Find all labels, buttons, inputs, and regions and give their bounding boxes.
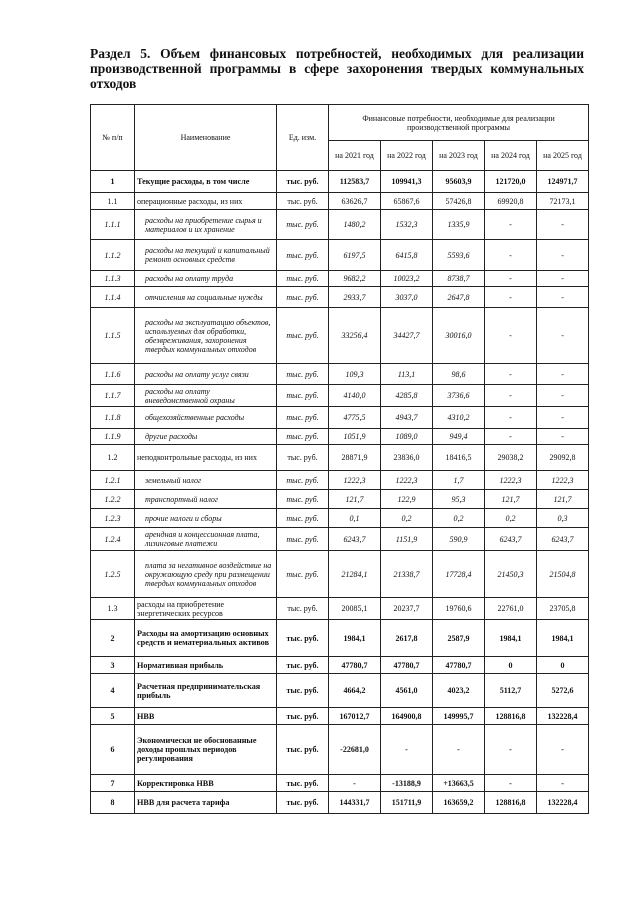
row-unit: тыс. руб. [277,385,329,407]
table-row [91,193,589,210]
row-value: - [537,308,589,364]
row-name: арендная и концессионная плата, лизинговые платежи [135,528,277,551]
row-number: 7 [91,775,135,792]
row-value: 4285,8 [381,385,433,407]
row-value: 5272,6 [537,674,589,708]
header-year: на 2024 год [485,141,537,171]
table-row [91,657,589,674]
row-value: 30016,0 [433,308,485,364]
row-unit: тыс. руб. [277,287,329,308]
row-value: 1,7 [433,471,485,490]
table-row [91,551,589,598]
row-value: 29038,2 [485,445,537,471]
row-value: 132228,4 [537,792,589,814]
row-value: - [485,407,537,429]
row-value: 167012,7 [329,708,381,725]
row-value: 128816,8 [485,708,537,725]
row-value: 2647,8 [433,287,485,308]
table-row [91,429,589,445]
row-value: - [485,775,537,792]
row-name: расходы на оплату услуг связи [135,364,277,385]
row-value: 22761,0 [485,598,537,620]
row-value: 590,9 [433,528,485,551]
table-row [91,509,589,528]
row-number: 2 [91,620,135,657]
row-name: транспортный налог [135,490,277,509]
row-unit: тыс. руб. [277,210,329,240]
row-value: 4943,7 [381,407,433,429]
row-value: 19760,6 [433,598,485,620]
row-unit: тыс. руб. [277,528,329,551]
table-row [91,620,589,657]
row-number: 1.2.2 [91,490,135,509]
row-value: - [537,407,589,429]
row-unit: тыс. руб. [277,364,329,385]
row-number: 5 [91,708,135,725]
row-value: 98,6 [433,364,485,385]
row-value: +13663,5 [433,775,485,792]
header-name: Наименование [135,105,277,171]
row-value: - [485,308,537,364]
row-value: 1984,1 [537,620,589,657]
row-unit: тыс. руб. [277,725,329,775]
row-name: прочие налоги и сборы [135,509,277,528]
row-value: 121,7 [329,490,381,509]
row-number: 1.2.3 [91,509,135,528]
row-value: 122,9 [381,490,433,509]
row-name: неподконтрольные расходы, из них [135,445,277,471]
row-value: -13188,9 [381,775,433,792]
row-value: 21284,1 [329,551,381,598]
row-value: 23705,8 [537,598,589,620]
row-value: 28871,9 [329,445,381,471]
row-unit: тыс. руб. [277,620,329,657]
row-number: 1.1.6 [91,364,135,385]
row-number: 1.1.7 [91,385,135,407]
row-value: 3037,0 [381,287,433,308]
header-year: на 2023 год [433,141,485,171]
row-number: 1.1.2 [91,240,135,271]
row-name: НВВ [135,708,277,725]
row-value: 4023,2 [433,674,485,708]
row-value: 1984,1 [329,620,381,657]
row-value: 1335,9 [433,210,485,240]
row-value: 0,2 [381,509,433,528]
row-value: 21338,7 [381,551,433,598]
row-value: 8738,7 [433,271,485,287]
row-value: 149995,7 [433,708,485,725]
row-value: - [537,287,589,308]
row-value: 4561,0 [381,674,433,708]
row-value: 109,3 [329,364,381,385]
row-number: 1.3 [91,598,135,620]
table-row [91,210,589,240]
row-value: - [485,725,537,775]
section-title: Раздел 5. Объем финансовых потребностей, необходимых для реализации производственной программы в сфере захоронения твердых коммунальных отходов [90,46,584,91]
row-number: 1.2.4 [91,528,135,551]
row-unit: тыс. руб. [277,674,329,708]
row-value: 4664,2 [329,674,381,708]
header-year: на 2022 год [381,141,433,171]
row-value: 2933,7 [329,287,381,308]
row-value: - [485,240,537,271]
row-value: - [537,240,589,271]
row-number: 8 [91,792,135,814]
row-unit: тыс. руб. [277,240,329,271]
row-unit: тыс. руб. [277,598,329,620]
table-row [91,364,589,385]
row-value: - [329,775,381,792]
row-value: 0,2 [433,509,485,528]
row-value: 9682,2 [329,271,381,287]
row-value: 2617,8 [381,620,433,657]
row-unit: тыс. руб. [277,490,329,509]
row-value: - [485,271,537,287]
row-number: 4 [91,674,135,708]
row-value: - [381,725,433,775]
row-number: 1.1.9 [91,429,135,445]
row-name: другие расходы [135,429,277,445]
row-value: 63626,7 [329,193,381,210]
row-number: 1.1.5 [91,308,135,364]
row-name: Расчетная предпринимательская прибыль [135,674,277,708]
row-name: Расходы на амортизацию основных средств и нематериальных активов [135,620,277,657]
table-row [91,471,589,490]
table-row [91,598,589,620]
row-unit: тыс. руб. [277,471,329,490]
row-value: - [485,429,537,445]
row-value: 95,3 [433,490,485,509]
row-name: Текущие расходы, в том числе [135,171,277,193]
row-value: 34427,7 [381,308,433,364]
row-value: 4775,5 [329,407,381,429]
table-row [91,674,589,708]
table-row [91,287,589,308]
row-unit: тыс. руб. [277,171,329,193]
row-value: - [537,271,589,287]
row-value: - [485,364,537,385]
row-number: 1.1 [91,193,135,210]
header-year: на 2025 год [537,141,589,171]
row-value: - [433,725,485,775]
row-value: 17728,4 [433,551,485,598]
row-value: 18416,5 [433,445,485,471]
row-value: 6243,7 [329,528,381,551]
row-value: 4140,0 [329,385,381,407]
row-value: 113,1 [381,364,433,385]
table-row [91,490,589,509]
row-number: 1.1.3 [91,271,135,287]
row-unit: тыс. руб. [277,551,329,598]
row-value: 151711,9 [381,792,433,814]
header-unit: Ед. изм. [277,105,329,171]
row-value: 132228,4 [537,708,589,725]
row-value: 949,4 [433,429,485,445]
row-value: 5593,6 [433,240,485,271]
row-name: Экономически не обоснованные доходы прошлых периодов регулирования [135,725,277,775]
row-name: Нормативная прибыль [135,657,277,674]
row-value: - [537,385,589,407]
row-value: - [537,429,589,445]
row-value: - [537,775,589,792]
header-group: Финансовые потребности, необходимые для реализации производственной программы [329,105,589,141]
row-value: 72173,1 [537,193,589,210]
row-value: - [537,210,589,240]
table-row [91,528,589,551]
row-value: 1089,0 [381,429,433,445]
row-number: 3 [91,657,135,674]
row-unit: тыс. руб. [277,429,329,445]
row-name: земельный налог [135,471,277,490]
table-body [91,171,589,814]
row-value: 47780,7 [433,657,485,674]
row-value: 164900,8 [381,708,433,725]
row-value: 95603,9 [433,171,485,193]
row-value: 3736,6 [433,385,485,407]
row-value: 1051,9 [329,429,381,445]
table-row [91,725,589,775]
row-name: расходы на приобретение сырья и материалов и их хранение [135,210,277,240]
row-unit: тыс. руб. [277,308,329,364]
row-number: 1.1.8 [91,407,135,429]
row-value: 0,2 [485,509,537,528]
table-row [91,407,589,429]
row-value: 6243,7 [537,528,589,551]
row-value: 163659,2 [433,792,485,814]
row-value: - [485,210,537,240]
financial-needs-table [90,104,589,814]
row-value: 20085,1 [329,598,381,620]
row-unit: тыс. руб. [277,407,329,429]
row-unit: тыс. руб. [277,445,329,471]
row-number: 1.1.4 [91,287,135,308]
table-row [91,445,589,471]
row-name: НВВ для расчета тарифа [135,792,277,814]
row-value: 0,1 [329,509,381,528]
row-value: 6243,7 [485,528,537,551]
row-unit: тыс. руб. [277,775,329,792]
row-value: 112583,7 [329,171,381,193]
row-value: 6415,8 [381,240,433,271]
row-name: операционные расходы, из них [135,193,277,210]
header-year: на 2021 год [329,141,381,171]
row-value: - [485,287,537,308]
row-name: расходы на приобретение энергетических ресурсов [135,598,277,620]
row-value: 5112,7 [485,674,537,708]
table-row [91,708,589,725]
row-value: 144331,7 [329,792,381,814]
row-number: 6 [91,725,135,775]
row-value: 1222,3 [381,471,433,490]
row-value: 65867,6 [381,193,433,210]
row-value: 0 [537,657,589,674]
row-value: 20237,7 [381,598,433,620]
row-value: 29092,8 [537,445,589,471]
table-row [91,775,589,792]
row-unit: тыс. руб. [277,509,329,528]
row-unit: тыс. руб. [277,657,329,674]
row-name: общехозяйственные расходы [135,407,277,429]
row-value: 128816,8 [485,792,537,814]
row-name: расходы на оплату труда [135,271,277,287]
row-value: 0,3 [537,509,589,528]
row-number: 1.2.5 [91,551,135,598]
row-value: 33256,4 [329,308,381,364]
row-value: 69920,8 [485,193,537,210]
row-value: 4310,2 [433,407,485,429]
row-value: 121,7 [485,490,537,509]
row-number: 1 [91,171,135,193]
row-value: 57426,8 [433,193,485,210]
row-unit: тыс. руб. [277,792,329,814]
row-value: -22681,0 [329,725,381,775]
row-value: 47780,7 [329,657,381,674]
table-row [91,240,589,271]
row-value: 1532,3 [381,210,433,240]
row-value: 1222,3 [485,471,537,490]
row-name: расходы на оплату вневедомственной охраны [135,385,277,407]
row-value: - [537,725,589,775]
row-value: 6197,5 [329,240,381,271]
row-value: 10023,2 [381,271,433,287]
row-value: 124971,7 [537,171,589,193]
row-value: 1222,3 [329,471,381,490]
row-value: 121,7 [537,490,589,509]
row-value: - [485,385,537,407]
table-row [91,271,589,287]
row-value: 0 [485,657,537,674]
table-row [91,792,589,814]
row-value: 2587,9 [433,620,485,657]
row-number: 1.2 [91,445,135,471]
row-value: 21504,8 [537,551,589,598]
row-number: 1.2.1 [91,471,135,490]
row-value: 1151,9 [381,528,433,551]
row-value: 47780,7 [381,657,433,674]
row-unit: тыс. руб. [277,193,329,210]
row-name: отчисления на социальные нужды [135,287,277,308]
row-value: 109941,3 [381,171,433,193]
row-name: расходы на текущий и капитальный ремонт основных средств [135,240,277,271]
row-value: 121720,0 [485,171,537,193]
header-no: № п/п [91,105,135,171]
row-name: Корректировка НВВ [135,775,277,792]
row-value: 21450,3 [485,551,537,598]
table-row [91,385,589,407]
table-row [91,171,589,193]
row-value: 1480,2 [329,210,381,240]
row-value: 23836,0 [381,445,433,471]
table-row [91,308,589,364]
row-value: 1984,1 [485,620,537,657]
row-value: 1222,3 [537,471,589,490]
row-value: - [537,364,589,385]
row-name: расходы на эксплуатацию объектов, используемых для обработки, обезвреживания, захоронения твердых коммунальных отходов [135,308,277,364]
row-unit: тыс. руб. [277,271,329,287]
row-number: 1.1.1 [91,210,135,240]
row-unit: тыс. руб. [277,708,329,725]
row-name: плата за негативное воздействие на окружающую среду при размещении твердых коммунальных отходов [135,551,277,598]
